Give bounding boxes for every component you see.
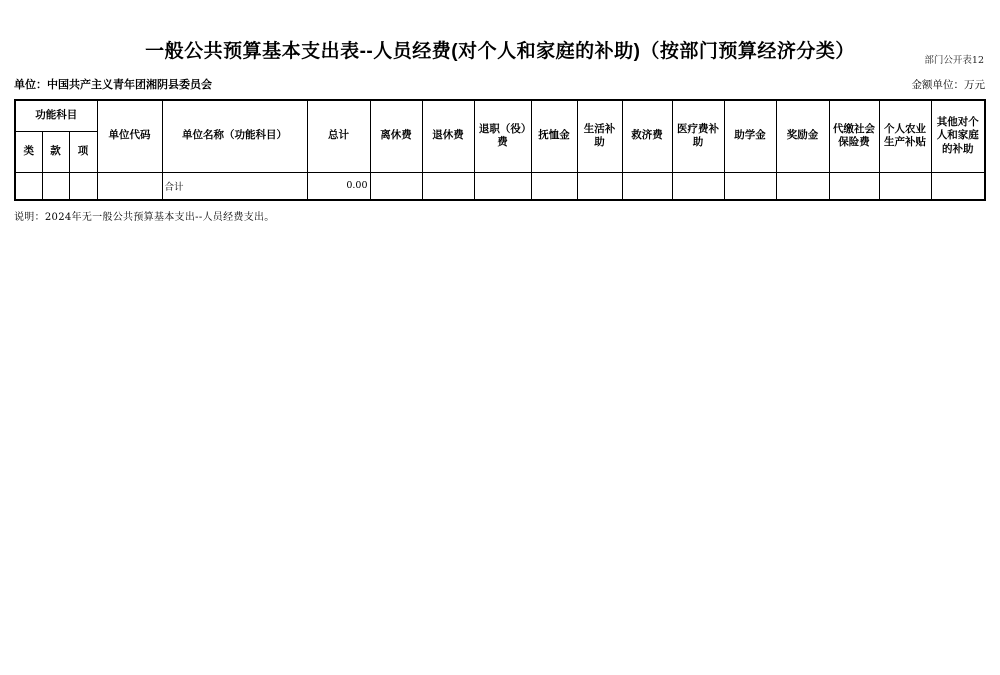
header-total: 总计 bbox=[307, 100, 370, 172]
header-agricultural-subsidy: 个人农业生产补贴 bbox=[879, 100, 931, 172]
cell-reward bbox=[776, 172, 829, 200]
cell-item bbox=[69, 172, 97, 200]
cell-resignation-fee bbox=[474, 172, 531, 200]
cell-unit-code bbox=[97, 172, 162, 200]
header-living-allowance: 生活补助 bbox=[577, 100, 622, 172]
table-header bbox=[15, 100, 985, 172]
cell-unit-name: 合计 bbox=[162, 172, 307, 200]
unit-name-label: 单位：中国共产主义青年团湘阴县委员会 bbox=[14, 79, 212, 91]
header-social-insurance: 代缴社会保险费 bbox=[829, 100, 879, 172]
header-category-section: 款 bbox=[42, 131, 69, 172]
cell-retired-cadre-fee bbox=[370, 172, 422, 200]
cell-living-allowance bbox=[577, 172, 622, 200]
cell-other-subsidy bbox=[931, 172, 985, 200]
header-resignation-fee: 退职（役）费 bbox=[474, 100, 531, 172]
amount-unit-label: 金额单位：万元 bbox=[911, 79, 985, 91]
cell-medical-subsidy bbox=[672, 172, 724, 200]
header-function-category: 功能科目 bbox=[15, 100, 97, 131]
table-body bbox=[15, 172, 985, 200]
cell-pension bbox=[531, 172, 577, 200]
header-category-class: 类 bbox=[15, 131, 42, 172]
header-retirement-fee: 退休费 bbox=[422, 100, 474, 172]
cell-total: 0.00 bbox=[307, 172, 370, 200]
cell-section bbox=[42, 172, 69, 200]
page-title: 一般公共预算基本支出表--人员经费(对个人和家庭的补助)（按部门预算经济分类） bbox=[145, 41, 855, 62]
cell-retirement-fee bbox=[422, 172, 474, 200]
cell-relief-fee bbox=[622, 172, 672, 200]
header-unit-code: 单位代码 bbox=[97, 100, 162, 172]
header-unit-name: 单位名称（功能科目） bbox=[162, 100, 307, 172]
meta-row bbox=[14, 79, 985, 92]
header-pension: 抚恤金 bbox=[531, 100, 577, 172]
table-row-total bbox=[15, 172, 985, 200]
cell-social-insurance bbox=[829, 172, 879, 200]
header-row-top bbox=[15, 100, 985, 131]
header-category-item: 项 bbox=[69, 131, 97, 172]
header-relief-fee: 救济费 bbox=[622, 100, 672, 172]
note-text: 说明：2024年无一般公共预算基本支出--人员经费支出。 bbox=[14, 212, 275, 223]
budget-table bbox=[14, 99, 986, 201]
header-reward: 奖励金 bbox=[776, 100, 829, 172]
cell-scholarship bbox=[724, 172, 776, 200]
budget-report-page bbox=[0, 40, 1000, 223]
sheet-number-label: 部门公开表12 bbox=[924, 55, 984, 66]
header-scholarship: 助学金 bbox=[724, 100, 776, 172]
cell-agricultural-subsidy bbox=[879, 172, 931, 200]
cell-class bbox=[15, 172, 42, 200]
header-retired-cadre-fee: 离休费 bbox=[370, 100, 422, 172]
header-medical-subsidy: 医疗费补助 bbox=[672, 100, 724, 172]
header-other-subsidy: 其他对个人和家庭的补助 bbox=[931, 100, 985, 172]
